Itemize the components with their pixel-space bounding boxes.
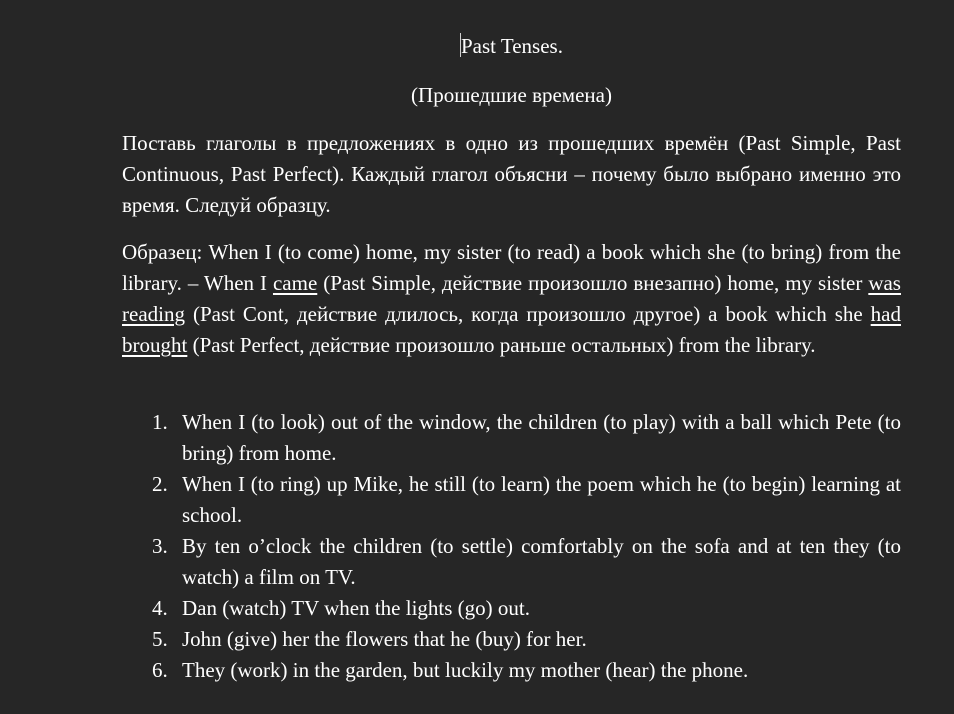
list-item-text: John (give) her the flowers that he (buy) for her. — [182, 627, 587, 651]
example-underlined-verb-3: had brought — [122, 302, 901, 357]
example-text-4: (Past Perfect, действие произошло раньше остальных) from the library. — [187, 333, 816, 357]
list-item — [0, 624, 901, 655]
list-item-number: 4. — [152, 596, 168, 620]
list-item-number: 5. — [152, 627, 168, 651]
list-item — [0, 593, 901, 624]
example-underlined-verb-2: was reading — [122, 271, 901, 326]
document-subtitle: (Прошедшие времена) — [411, 83, 612, 107]
list-item-text: When I (to look) out of the window, the children (to play) with a ball which Pete (to bring) from home. — [182, 410, 901, 465]
list-item-text: When I (to ring) up Mike, he still (to learn) the poem which he (to begin) learning at school. — [182, 472, 901, 527]
example-text-2: (Past Simple, действие произошло внезапно) home, my sister — [317, 271, 869, 295]
document-title[interactable] — [0, 31, 954, 62]
list-item — [0, 407, 901, 469]
list-item — [0, 469, 901, 531]
list-item — [0, 655, 901, 686]
example-text-1: Образец: When I (to come) home, my sister (to read) a book which she (to bring) from the library. – When I — [122, 240, 901, 295]
list-item-number: 1. — [152, 410, 168, 434]
list-item-text: Dan (watch) TV when the lights (go) out. — [182, 596, 530, 620]
list-item-number: 2. — [152, 472, 168, 496]
list-item-text: By ten o’clock the children (to settle) comfortably on the sofa and at ten they (to watch) a film on TV. — [182, 534, 901, 589]
example-underlined-verb-1: came — [272, 271, 318, 295]
list-item — [0, 531, 901, 593]
list-item-number: 6. — [152, 658, 168, 682]
instructions-paragraph: Поставь глаголы в предложениях в одно из прошедших времён (Past Simple, Past Continuous, Past Perfect). Каждый глагол объясни – почему было выбрано именно это время. Следуй образцу. — [122, 131, 901, 217]
example-paragraph — [122, 237, 901, 361]
title-text: Past Tenses. — [461, 34, 563, 58]
list-item-text: They (work) in the garden, but luckily my mother (hear) the phone. — [182, 658, 749, 682]
exercise-list — [0, 407, 954, 686]
example-text-3: (Past Cont, действие длилось, когда произошло другое) a book which she — [184, 302, 871, 326]
list-item-number: 3. — [152, 534, 168, 558]
